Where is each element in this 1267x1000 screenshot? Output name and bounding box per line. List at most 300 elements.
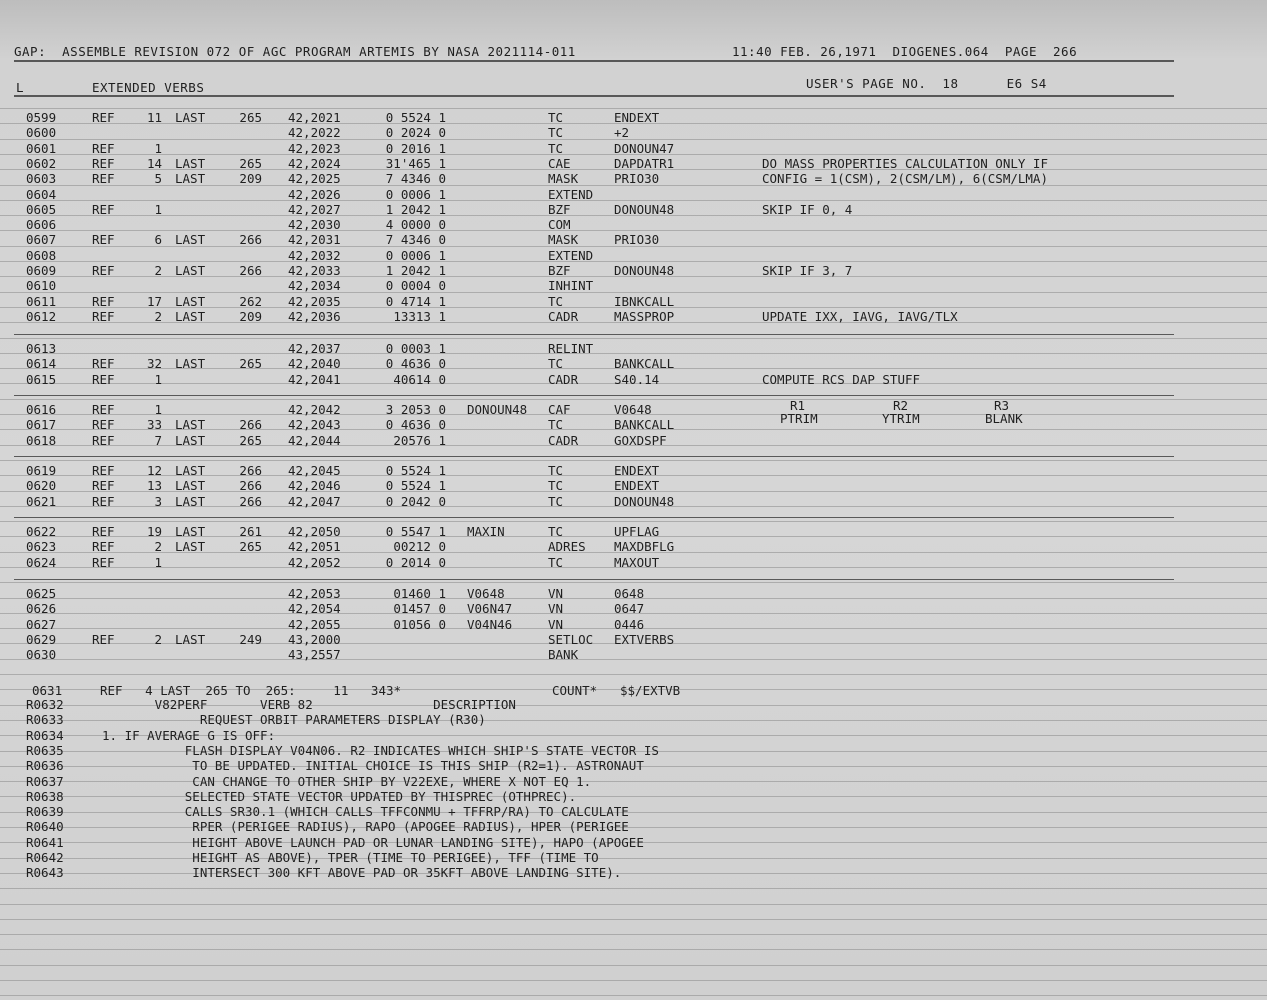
remark-number: R0640 <box>26 819 64 834</box>
octal-word: 0 2016 1 <box>385 141 446 156</box>
count-line-operand: $$/EXTVB <box>620 683 681 698</box>
paper-rule <box>0 674 1267 675</box>
operand: ENDEXT <box>614 478 660 493</box>
address: 42,2023 <box>288 141 341 156</box>
remark-number: R0642 <box>26 850 64 865</box>
ref-label: REF <box>92 417 115 432</box>
symbol-label: V0648 <box>467 586 505 601</box>
listing-row <box>0 187 1267 202</box>
ref-label: REF <box>92 478 115 493</box>
operand: 0647 <box>614 601 645 616</box>
ref-label: REF <box>92 555 115 570</box>
last-label: LAST <box>175 110 206 125</box>
paper-rule <box>0 949 1267 950</box>
address: 42,2054 <box>288 601 341 616</box>
ref-label: REF <box>92 356 115 371</box>
ref-count: 5 <box>154 171 162 186</box>
octal-word: 1 2042 1 <box>385 263 446 278</box>
ref-label: REF <box>92 433 115 448</box>
address: 42,2027 <box>288 202 341 217</box>
line-number: 0624 <box>26 555 57 570</box>
address: 42,2050 <box>288 524 341 539</box>
remark-number: R0632 <box>26 697 64 712</box>
listing-row <box>0 156 1267 171</box>
line-number: 0608 <box>26 248 57 263</box>
listing-row <box>0 125 1267 140</box>
opcode: MASK <box>548 232 579 247</box>
opcode: SETLOC <box>548 632 594 647</box>
count-line-op: COUNT* <box>552 683 598 698</box>
opcode: TC <box>548 555 564 570</box>
ref-label: REF <box>92 141 115 156</box>
last-label: LAST <box>175 309 206 324</box>
octal-word: 0 5524 1 <box>385 463 446 478</box>
count-line-refs: REF 4 LAST 265 TO 265: 11 343* <box>100 683 402 698</box>
line-number: 0623 <box>26 539 57 554</box>
last-label: LAST <box>175 263 206 278</box>
listing-row <box>0 478 1267 493</box>
octal-word: 0 2024 0 <box>385 125 446 140</box>
group-separator <box>14 395 1174 396</box>
operand: MAXDBFLG <box>614 539 675 554</box>
last-label: LAST <box>175 356 206 371</box>
listing-row <box>0 494 1267 509</box>
ref-count: 2 <box>154 632 162 647</box>
remark-text: RPER (PERIGEE RADIUS), RAPO (APOGEE RADIUS), HPER (PERIGEE <box>102 819 629 834</box>
remark-text: SELECTED STATE VECTOR UPDATED BY THISPREC (OTHPREC). <box>102 789 577 804</box>
line-number: 0614 <box>26 356 57 371</box>
opcode: TC <box>548 294 564 309</box>
operand: MASSPROP <box>614 309 675 324</box>
line-number: 0612 <box>26 309 57 324</box>
line-number: 0601 <box>26 141 57 156</box>
last-page: 265 <box>239 156 262 171</box>
listing-row <box>0 263 1267 278</box>
last-label: LAST <box>175 494 206 509</box>
listing-row <box>0 433 1267 448</box>
octal-word: 0 5524 1 <box>385 478 446 493</box>
listing-row <box>0 232 1267 247</box>
line-number: 0615 <box>26 372 57 387</box>
opcode: MASK <box>548 171 579 186</box>
line-number: 0629 <box>26 632 57 647</box>
operand: 0648 <box>614 586 645 601</box>
address: 42,2047 <box>288 494 341 509</box>
last-label: LAST <box>175 294 206 309</box>
ref-label: REF <box>92 309 115 324</box>
line-number: 0607 <box>26 232 57 247</box>
last-label: LAST <box>175 156 206 171</box>
remark-text: INTERSECT 300 KFT ABOVE PAD OR 35KFT ABOVE LANDING SITE). <box>102 865 622 880</box>
listing-row <box>0 632 1267 647</box>
opcode: CADR <box>548 372 579 387</box>
comment: COMPUTE RCS DAP STUFF <box>762 372 921 387</box>
ref-label: REF <box>92 156 115 171</box>
address: 43,2557 <box>288 647 341 662</box>
last-page: 209 <box>239 309 262 324</box>
octal-word: 0 0006 1 <box>385 187 446 202</box>
remark-text: V82PERF VERB 82 DESCRIPTION <box>102 697 516 712</box>
octal-word: 0 5524 1 <box>385 110 446 125</box>
ref-count: 3 <box>154 494 162 509</box>
line-number: 0610 <box>26 278 57 293</box>
ref-count: 2 <box>154 539 162 554</box>
octal-word: 0 5547 1 <box>385 524 446 539</box>
listing-row <box>0 341 1267 356</box>
opcode: CADR <box>548 309 579 324</box>
ref-label: REF <box>92 202 115 217</box>
line-number: 0621 <box>26 494 57 509</box>
comment: DO MASS PROPERTIES CALCULATION ONLY IF <box>762 156 1048 171</box>
ref-label: REF <box>92 524 115 539</box>
octal-word: 3 2053 0 <box>385 402 446 417</box>
address: 42,2037 <box>288 341 341 356</box>
line-number: 0606 <box>26 217 57 232</box>
remark-number: R0643 <box>26 865 64 880</box>
last-label: LAST <box>175 417 206 432</box>
opcode: TC <box>548 494 564 509</box>
listing-row <box>0 601 1267 616</box>
last-page: 266 <box>239 417 262 432</box>
remark-line <box>0 774 1267 789</box>
remark-line <box>0 804 1267 819</box>
ref-count: 33 <box>146 417 162 432</box>
remark-line <box>0 789 1267 804</box>
last-page: 265 <box>239 110 262 125</box>
opcode: VN <box>548 586 564 601</box>
remark-line <box>0 743 1267 758</box>
address: 42,2024 <box>288 156 341 171</box>
ref-count: 6 <box>154 232 162 247</box>
operand: EXTVERBS <box>614 632 675 647</box>
opcode: TC <box>548 524 564 539</box>
ref-label: REF <box>92 402 115 417</box>
last-page: 249 <box>239 632 262 647</box>
group-separator <box>14 334 1174 335</box>
operand: UPFLAG <box>614 524 660 539</box>
operand: PRIO30 <box>614 171 660 186</box>
operand: V0648 <box>614 402 652 417</box>
remark-number: R0636 <box>26 758 64 773</box>
opcode: COM <box>548 217 571 232</box>
opcode: TC <box>548 417 564 432</box>
last-page: 262 <box>239 294 262 309</box>
listing-row <box>0 586 1267 601</box>
opcode: BANK <box>548 647 579 662</box>
last-label: LAST <box>175 171 206 186</box>
octal-word: 01460 1 <box>393 586 446 601</box>
address: 42,2041 <box>288 372 341 387</box>
r3-label: R3 <box>994 398 1010 413</box>
address: 42,2025 <box>288 171 341 186</box>
octal-word: 13313 1 <box>393 309 446 324</box>
octal-word: 7 4346 0 <box>385 232 446 247</box>
paper-rule <box>0 995 1267 996</box>
remark-line <box>0 865 1267 880</box>
listing-title: GAP: ASSEMBLE REVISION 072 OF AGC PROGRAM ARTEMIS BY NASA 2021114-011 <box>14 44 576 59</box>
comment: UPDATE IXX, IAVG, IAVG/TLX <box>762 309 958 324</box>
operand: 0446 <box>614 617 645 632</box>
listing-row <box>0 555 1267 570</box>
opcode: ADRES <box>548 539 586 554</box>
listing-row <box>0 202 1267 217</box>
opcode: CAF <box>548 402 571 417</box>
opcode: TC <box>548 478 564 493</box>
octal-word: 01056 0 <box>393 617 446 632</box>
line-number: 0625 <box>26 586 57 601</box>
opcode: INHINT <box>548 278 594 293</box>
operand: GOXDSPF <box>614 433 667 448</box>
line-number: 0599 <box>26 110 57 125</box>
address: 42,2033 <box>288 263 341 278</box>
address: 42,2043 <box>288 417 341 432</box>
listing-row <box>0 463 1267 478</box>
opcode: TC <box>548 125 564 140</box>
count-line <box>0 683 1267 698</box>
paper-rule <box>0 108 1267 109</box>
opcode: CADR <box>548 433 579 448</box>
line-number: 0600 <box>26 125 57 140</box>
address: 42,2040 <box>288 356 341 371</box>
ref-label: REF <box>92 539 115 554</box>
address: 43,2000 <box>288 632 341 647</box>
opcode: TC <box>548 356 564 371</box>
last-label: LAST <box>175 232 206 247</box>
remark-text: 1. IF AVERAGE G IS OFF: <box>102 728 276 743</box>
octal-word: 0 2014 0 <box>385 555 446 570</box>
line-number: 0604 <box>26 187 57 202</box>
ref-count: 2 <box>154 309 162 324</box>
listing-timestamp: 11:40 FEB. 26,1971 DIOGENES.064 PAGE 266 <box>732 44 1078 59</box>
last-page: 266 <box>239 494 262 509</box>
paper-rule <box>0 460 1267 461</box>
last-page: 265 <box>239 539 262 554</box>
line-number: 0617 <box>26 417 57 432</box>
octal-word: 0 4714 1 <box>385 294 446 309</box>
ref-count: 2 <box>154 263 162 278</box>
octal-word: 0 0004 0 <box>385 278 446 293</box>
address: 42,2036 <box>288 309 341 324</box>
opcode: TC <box>548 463 564 478</box>
remark-number: R0638 <box>26 789 64 804</box>
last-page: 266 <box>239 463 262 478</box>
last-page: 265 <box>239 356 262 371</box>
address: 42,2032 <box>288 248 341 263</box>
line-number: 0620 <box>26 478 57 493</box>
opcode: CAE <box>548 156 571 171</box>
operand: DONOUN47 <box>614 141 675 156</box>
opcode: TC <box>548 141 564 156</box>
ref-label: REF <box>92 632 115 647</box>
paper-rule <box>0 980 1267 981</box>
comment: CONFIG = 1(CSM), 2(CSM/LM), 6(CSM/LMA) <box>762 171 1048 186</box>
address: 42,2051 <box>288 539 341 554</box>
operand: S40.14 <box>614 372 660 387</box>
octal-word: 0 0006 1 <box>385 248 446 263</box>
ref-label: REF <box>92 294 115 309</box>
line-number: 0611 <box>26 294 57 309</box>
ref-count: 1 <box>154 402 162 417</box>
line-number: 0605 <box>26 202 57 217</box>
last-label: LAST <box>175 539 206 554</box>
ref-label: REF <box>92 372 115 387</box>
opcode: VN <box>548 617 564 632</box>
octal-word: 1 2042 1 <box>385 202 446 217</box>
listing-row <box>0 248 1267 263</box>
remark-line <box>0 850 1267 865</box>
address: 42,2021 <box>288 110 341 125</box>
operand: IBNKCALL <box>614 294 675 309</box>
paper-rule <box>0 521 1267 522</box>
octal-word: 0 2042 0 <box>385 494 446 509</box>
line-number: 0602 <box>26 156 57 171</box>
symbol-label: DONOUN48 <box>467 402 528 417</box>
remark-text: CALLS SR30.1 (WHICH CALLS TFFCONMU + TFFRP/RA) TO CALCULATE <box>102 804 629 819</box>
last-label: LAST <box>175 524 206 539</box>
last-label: LAST <box>175 632 206 647</box>
section-title: EXTENDED VERBS <box>92 80 205 95</box>
operand: BANKCALL <box>614 417 675 432</box>
header-underline <box>14 60 1174 62</box>
section-underline <box>14 95 1174 97</box>
comment: SKIP IF 0, 4 <box>762 202 853 217</box>
symbol-label: V06N47 <box>467 601 513 616</box>
listing-row <box>0 294 1267 309</box>
last-page: 209 <box>239 171 262 186</box>
octal-word: 4 0000 0 <box>385 217 446 232</box>
operand: PRIO30 <box>614 232 660 247</box>
ref-label: REF <box>92 110 115 125</box>
r1-label: R1 <box>790 398 806 413</box>
paper-rule <box>0 582 1267 583</box>
remark-number: R0641 <box>26 835 64 850</box>
paper-rule <box>0 919 1267 920</box>
dap-register-values <box>0 411 1267 426</box>
listing-row <box>0 524 1267 539</box>
address: 42,2044 <box>288 433 341 448</box>
remark-text: FLASH DISPLAY V04N06. R2 INDICATES WHICH SHIP'S STATE VECTOR IS <box>102 743 659 758</box>
last-page: 261 <box>239 524 262 539</box>
ref-count: 1 <box>154 141 162 156</box>
listing-row <box>0 110 1267 125</box>
octal-word: 01457 0 <box>393 601 446 616</box>
operand: +2 <box>614 125 630 140</box>
ref-count: 12 <box>146 463 162 478</box>
address: 42,2053 <box>288 586 341 601</box>
ref-label: REF <box>92 171 115 186</box>
remark-number: R0635 <box>26 743 64 758</box>
listing-row <box>0 171 1267 186</box>
opcode: TC <box>548 110 564 125</box>
paper-rule <box>0 965 1267 966</box>
ref-count: 17 <box>146 294 162 309</box>
ref-count: 19 <box>146 524 162 539</box>
remark-text: CAN CHANGE TO OTHER SHIP BY V22EXE, WHERE X NOT EQ 1. <box>102 774 592 789</box>
ref-count: 1 <box>154 555 162 570</box>
r1-value: PTRIM <box>780 411 818 426</box>
opcode: VN <box>548 601 564 616</box>
ref-label: REF <box>92 463 115 478</box>
listing-row <box>0 617 1267 632</box>
listing-row <box>0 356 1267 371</box>
line-number: 0622 <box>26 524 57 539</box>
ref-count: 13 <box>146 478 162 493</box>
paper-rule <box>0 338 1267 339</box>
comment: SKIP IF 3, 7 <box>762 263 853 278</box>
last-page: 266 <box>239 263 262 278</box>
address: 42,2035 <box>288 294 341 309</box>
address: 42,2045 <box>288 463 341 478</box>
last-label: LAST <box>175 463 206 478</box>
ref-count: 1 <box>154 202 162 217</box>
count-line-number: 0631 <box>32 683 63 698</box>
line-number: 0619 <box>26 463 57 478</box>
last-page: 266 <box>239 478 262 493</box>
remark-number: R0634 <box>26 728 64 743</box>
remark-line <box>0 712 1267 727</box>
line-number: 0616 <box>26 402 57 417</box>
symbol-label: V04N46 <box>467 617 513 632</box>
line-number: 0630 <box>26 647 57 662</box>
remark-number: R0639 <box>26 804 64 819</box>
ref-count: 14 <box>146 156 162 171</box>
line-number: 0613 <box>26 341 57 356</box>
last-label: LAST <box>175 433 206 448</box>
listing-row <box>0 309 1267 324</box>
operand: ENDEXT <box>614 110 660 125</box>
line-number: 0626 <box>26 601 57 616</box>
last-page: 265 <box>239 433 262 448</box>
r3-value: BLANK <box>985 411 1023 426</box>
remark-line <box>0 728 1267 743</box>
address: 42,2055 <box>288 617 341 632</box>
remark-text: REQUEST ORBIT PARAMETERS DISPLAY (R30) <box>102 712 486 727</box>
listing-row <box>0 372 1267 387</box>
listing-row <box>0 217 1267 232</box>
paper-rule <box>0 888 1267 889</box>
octal-word: 0 4636 0 <box>385 356 446 371</box>
remark-line <box>0 835 1267 850</box>
address: 42,2022 <box>288 125 341 140</box>
opcode: RELINT <box>548 341 594 356</box>
opcode: EXTEND <box>548 248 594 263</box>
address: 42,2052 <box>288 555 341 570</box>
operand: DONOUN48 <box>614 494 675 509</box>
remark-line <box>0 697 1267 712</box>
line-number: 0618 <box>26 433 57 448</box>
listing-row <box>0 647 1267 662</box>
remark-text: HEIGHT ABOVE LAUNCH PAD OR LUNAR LANDING SITE), HAPO (APOGEE <box>102 835 644 850</box>
address: 42,2031 <box>288 232 341 247</box>
users-page-number: USER'S PAGE NO. 18 E6 S4 <box>806 76 1047 91</box>
octal-word: 0 4636 0 <box>385 417 446 432</box>
listing-column-l: L <box>16 80 25 95</box>
listing-row <box>0 278 1267 293</box>
line-number: 0609 <box>26 263 57 278</box>
operand: DONOUN48 <box>614 202 675 217</box>
group-separator <box>14 517 1174 518</box>
last-label: LAST <box>175 478 206 493</box>
remark-number: R0633 <box>26 712 64 727</box>
r2-label: R2 <box>893 398 909 413</box>
operand: ENDEXT <box>614 463 660 478</box>
address: 42,2034 <box>288 278 341 293</box>
address: 42,2046 <box>288 478 341 493</box>
operand: DAPDATR1 <box>614 156 675 171</box>
group-separator <box>14 456 1174 457</box>
octal-word: 7 4346 0 <box>385 171 446 186</box>
opcode: BZF <box>548 202 571 217</box>
